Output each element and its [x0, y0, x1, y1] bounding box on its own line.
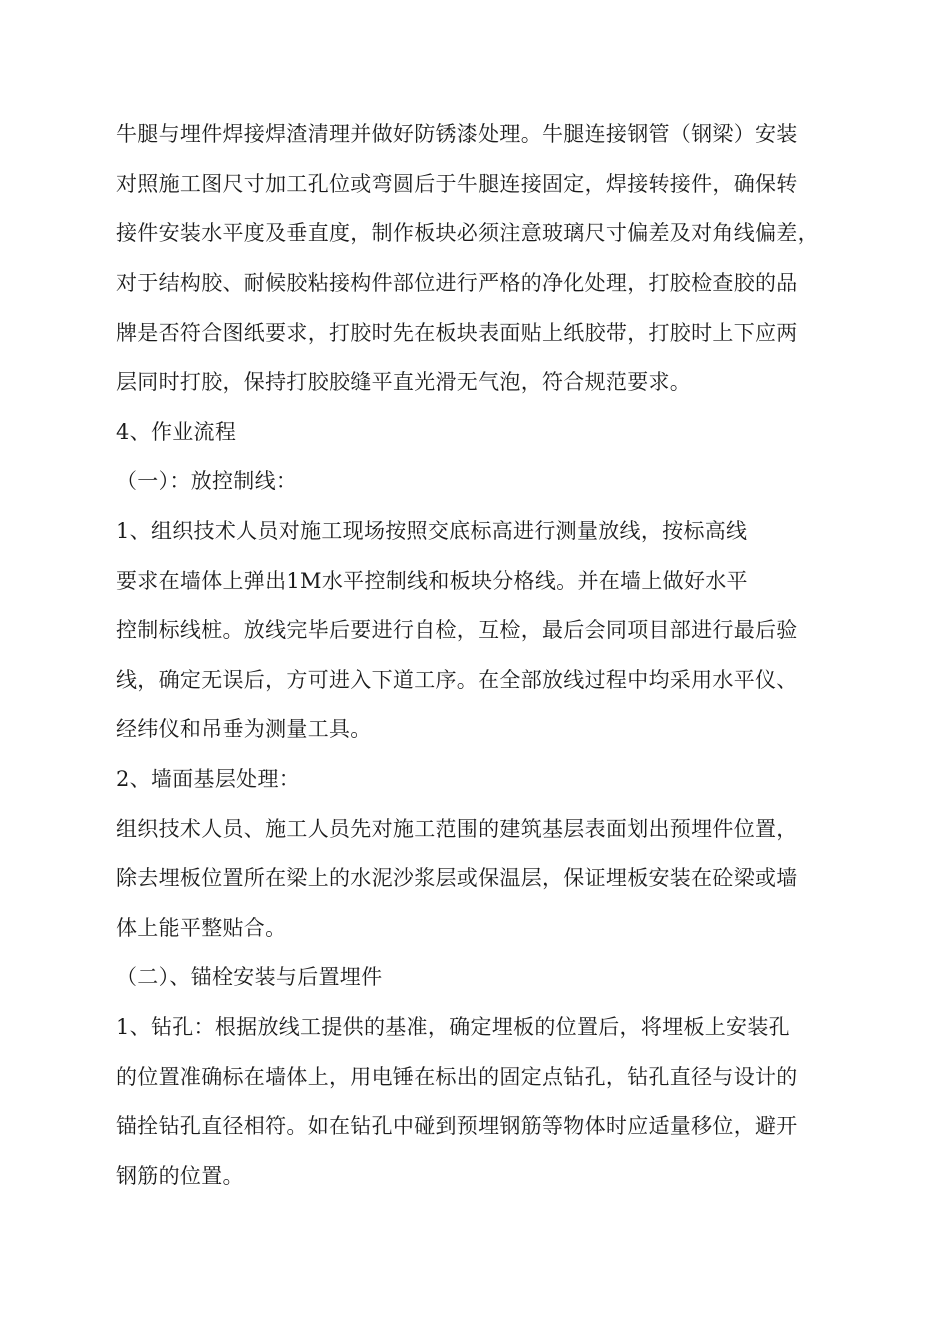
paragraph-line: 对照施工图尺寸加工孔位或弯圆后于牛腿连接固定，焊接转接件，确保转: [116, 172, 798, 196]
subsection-heading: （二）、锚栓安装与后置埋件: [116, 965, 383, 989]
paragraph-line: 牛腿与埋件焊接焊渣清理并做好防锈漆处理。牛腿连接钢管（钢梁）安装: [116, 122, 798, 146]
section-heading: 4、作业流程: [116, 420, 237, 444]
paragraph-line: 组织技术人员、施工人员先对施工范围的建筑基层表面划出预埋件位置，: [116, 817, 798, 841]
paragraph-line: 1、钻孔：根据放线工提供的基准，确定埋板的位置后，将埋板上安装孔: [116, 1015, 790, 1039]
paragraph-line: 层同时打胶，保持打胶胶缝平直光滑无气泡，符合规范要求。: [116, 370, 692, 394]
paragraph-line: 接件安装水平度及垂直度，制作板块必须注意玻璃尺寸偏差及对角线偏差，: [116, 221, 819, 245]
paragraph-line: 经纬仪和吊垂为测量工具。: [116, 717, 372, 741]
subsection-heading: 2、墙面基层处理：: [116, 767, 301, 791]
paragraph-line: 对于结构胶、耐候胶粘接构件部位进行严格的净化处理，打胶检查胶的品: [116, 271, 798, 295]
paragraph-line: 除去埋板位置所在梁上的水泥沙浆层或保温层，保证埋板安装在砼梁或墙: [116, 866, 798, 890]
paragraph-line: 控制标线桩。放线完毕后要进行自检，互检，最后会同项目部进行最后验: [116, 618, 798, 642]
paragraph-line: 的位置准确标在墙体上，用电锤在标出的固定点钻孔，钻孔直径与设计的: [116, 1065, 798, 1089]
paragraph-line: 体上能平整贴合。: [116, 916, 287, 940]
paragraph-line: 线，确定无误后，方可进入下道工序。在全部放线过程中均采用水平仪、: [116, 668, 798, 692]
paragraph-line: 锚拴钻孔直径相符。如在钻孔中碰到预埋钢筋等物体时应适量移位，避开: [116, 1114, 798, 1138]
paragraph-line: 钢筋的位置。: [116, 1164, 244, 1188]
paragraph-line: 1、组织技术人员对施工现场按照交底标高进行测量放线，按标高线: [116, 519, 748, 543]
paragraph-line: 要求在墙体上弹出1M水平控制线和板块分格线。并在墙上做好水平: [116, 569, 748, 593]
paragraph-line: 牌是否符合图纸要求，打胶时先在板块表面贴上纸胶带，打胶时上下应两: [116, 321, 798, 345]
subsection-heading: （一）：放控制线：: [116, 469, 298, 493]
